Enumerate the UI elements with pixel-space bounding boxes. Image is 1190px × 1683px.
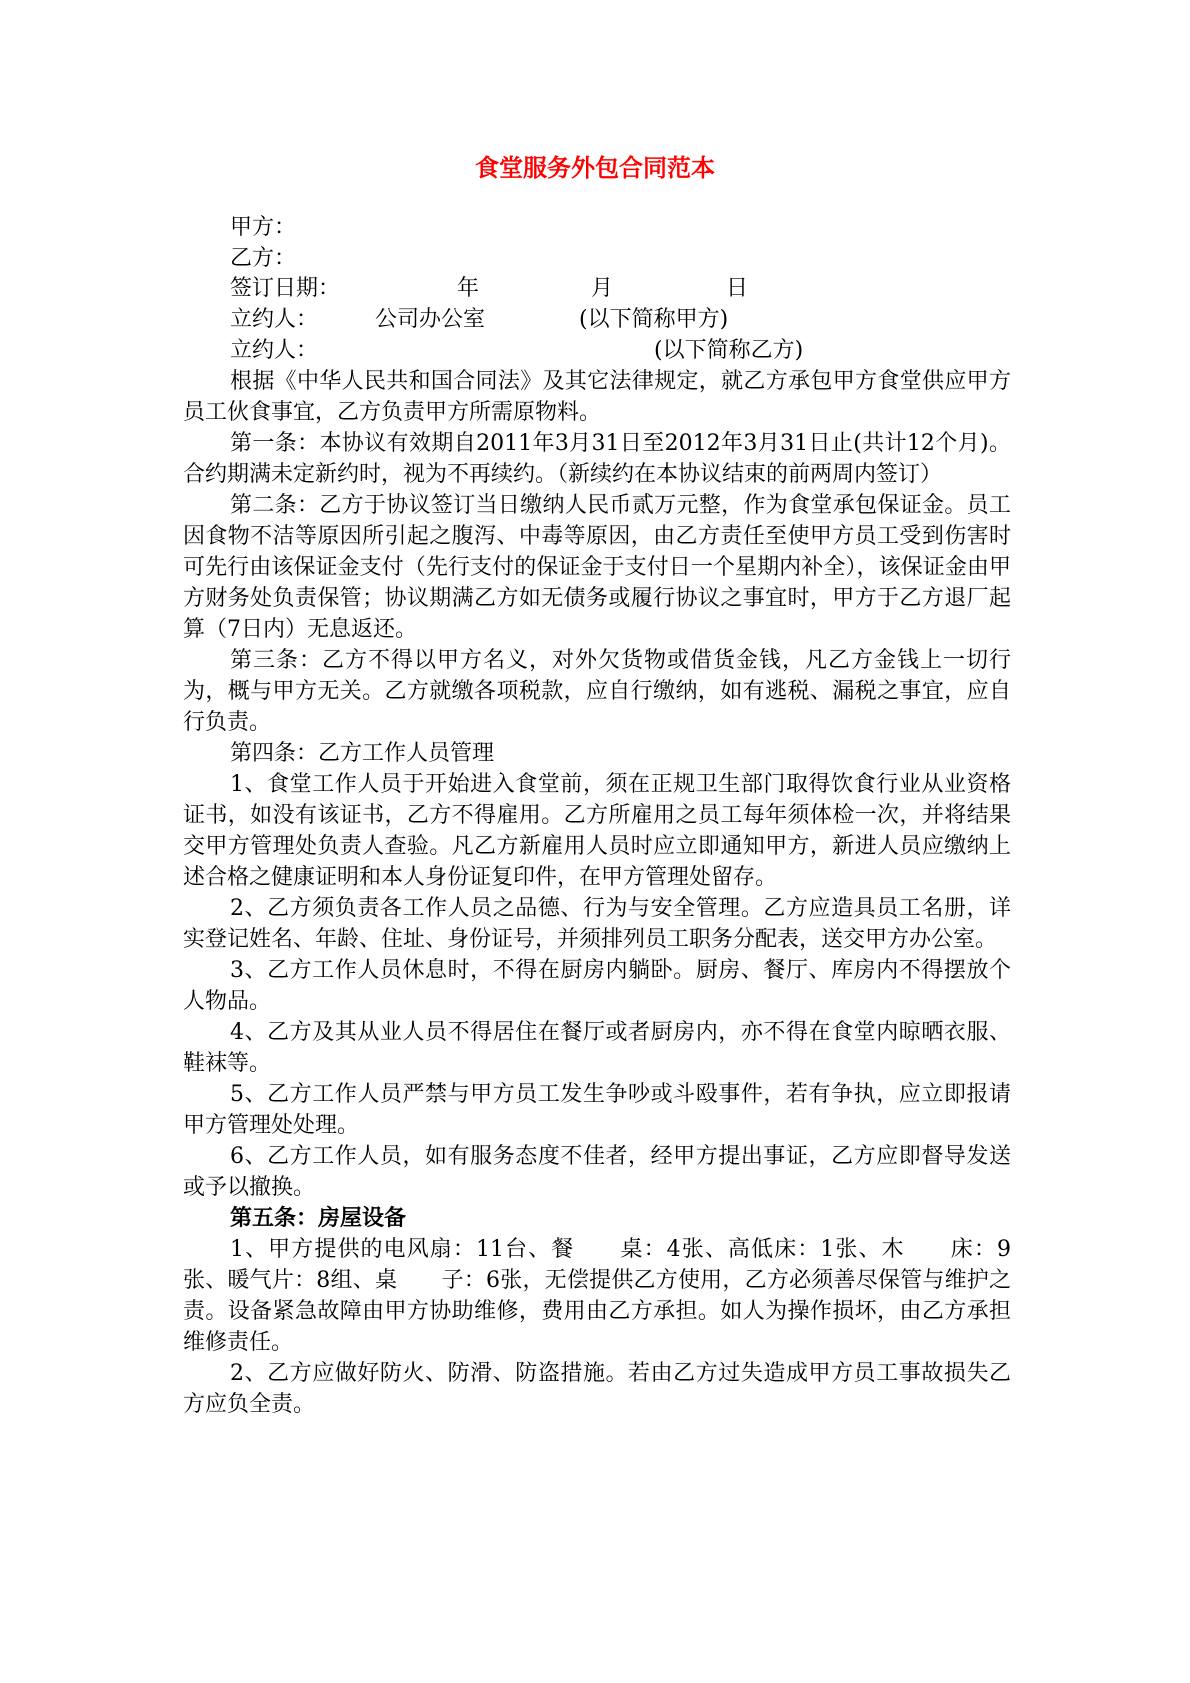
- sign-date-year: 年: [457, 276, 480, 301]
- contract-paragraph: 1、食堂工作人员于开始进入食堂前，须在正规卫生部门取得饮食行业从业资格证书，如没有该证书，乙方不得雇用。乙方所雇用之员工每年须体检一次，并将结果交甲方管理处负责人查验。凡乙方新雇用人员时应立即通知甲方，新进人员应缴纳上述合格之健康证明和本人身份证复印件，在甲方管理处留存。: [183, 772, 1011, 890]
- sign-date-month: 月: [591, 276, 614, 301]
- section-heading: 第五条：房屋设备: [230, 1205, 407, 1231]
- contract-paragraph: 第四条：乙方工作人员管理: [230, 741, 495, 766]
- contract-paragraph: 4、乙方及其从业人员不得居住在餐厅或者厨房内，亦不得在食堂内晾晒衣服、鞋袜等。: [183, 1020, 1011, 1076]
- party-b-label: 乙方：: [230, 246, 297, 271]
- contract-paragraph: 5、乙方工作人员严禁与甲方员工发生争吵或斗殴事件，若有争执，应立即报请甲方管理处处理。: [183, 1082, 1011, 1138]
- contract-paragraph: 2、乙方须负责各工作人员之品德、行为与安全管理。乙方应造具员工名册，详实登记姓名、年龄、住址、身份证号，并须排列员工职务分配表，送交甲方办公室。: [183, 896, 1011, 952]
- contract-paragraph: 6、乙方工作人员，如有服务态度不佳者，经甲方提出事证，乙方应即督导发送或予以撤换。: [183, 1144, 1011, 1200]
- signer-a-note: (以下简称甲方): [579, 307, 729, 332]
- sign-date-day: 日: [726, 276, 749, 301]
- contract-paragraph: 第二条：乙方于协议签订当日缴纳人民币贰万元整，作为食堂承包保证金。员工因食物不洁等原因所引起之腹泻、中毒等原因，由乙方责任至使甲方员工受到伤害时可先行由该保证金支付（先行支付的保证金于支付日一个星期内补全），该保证金由甲方财务处负责保管；协议期满乙方如无债务或履行协议之事宜时，甲方于乙方退厂起算（7日内）无息返还。: [183, 493, 1011, 642]
- party-a-label: 甲方：: [230, 215, 297, 240]
- contract-paragraph: 2、乙方应做好防火、防滑、防盗措施。若由乙方过失造成甲方员工事故损失乙方应负全责。: [183, 1361, 1011, 1417]
- contract-body: [183, 366, 1011, 1420]
- signer-a-name: 公司办公室: [375, 307, 486, 332]
- contract-paragraph: 3、乙方工作人员休息时，不得在厨房内躺卧。厨房、餐厅、库房内不得摆放个人物品。: [183, 958, 1011, 1014]
- signer-b-note: (以下简称乙方): [654, 338, 804, 363]
- signer-a-label: 立约人：: [230, 307, 319, 332]
- signer-b-label: 立约人：: [230, 338, 319, 363]
- sign-date-label: 签订日期：: [230, 276, 341, 301]
- contract-paragraph: 第三条：乙方不得以甲方名义，对外欠货物或借货金钱，凡乙方金钱上一切行为，概与甲方无关。乙方就缴各项税款，应自行缴纳，如有逃税、漏税之事宜，应自行负责。: [183, 648, 1011, 735]
- contract-paragraph: 第一条：本协议有效期自2011年3月31日至2012年3月31日止(共计12个月)。合约期满未定新约时，视为不再续约。（新续约在本协议结束的前两周内签订）: [183, 431, 1011, 487]
- contract-paragraph: 根据《中华人民共和国合同法》及其它法律规定，就乙方承包甲方食堂供应甲方员工伙食事宜，乙方负责甲方所需原物料。: [183, 369, 1011, 425]
- document-title: 食堂服务外包合同范本: [475, 153, 715, 182]
- contract-paragraph: 1、甲方提供的电风扇：11台、餐 桌：4张、高低床：1张、木 床：9张、暖气片：8组、桌 子：6张，无偿提供乙方使用，乙方必须善尽保管与维护之责。设备紧急故障由甲方协助维修，费用由乙方承担。如人为操作损坏，由乙方承担维修责任。: [183, 1237, 1011, 1355]
